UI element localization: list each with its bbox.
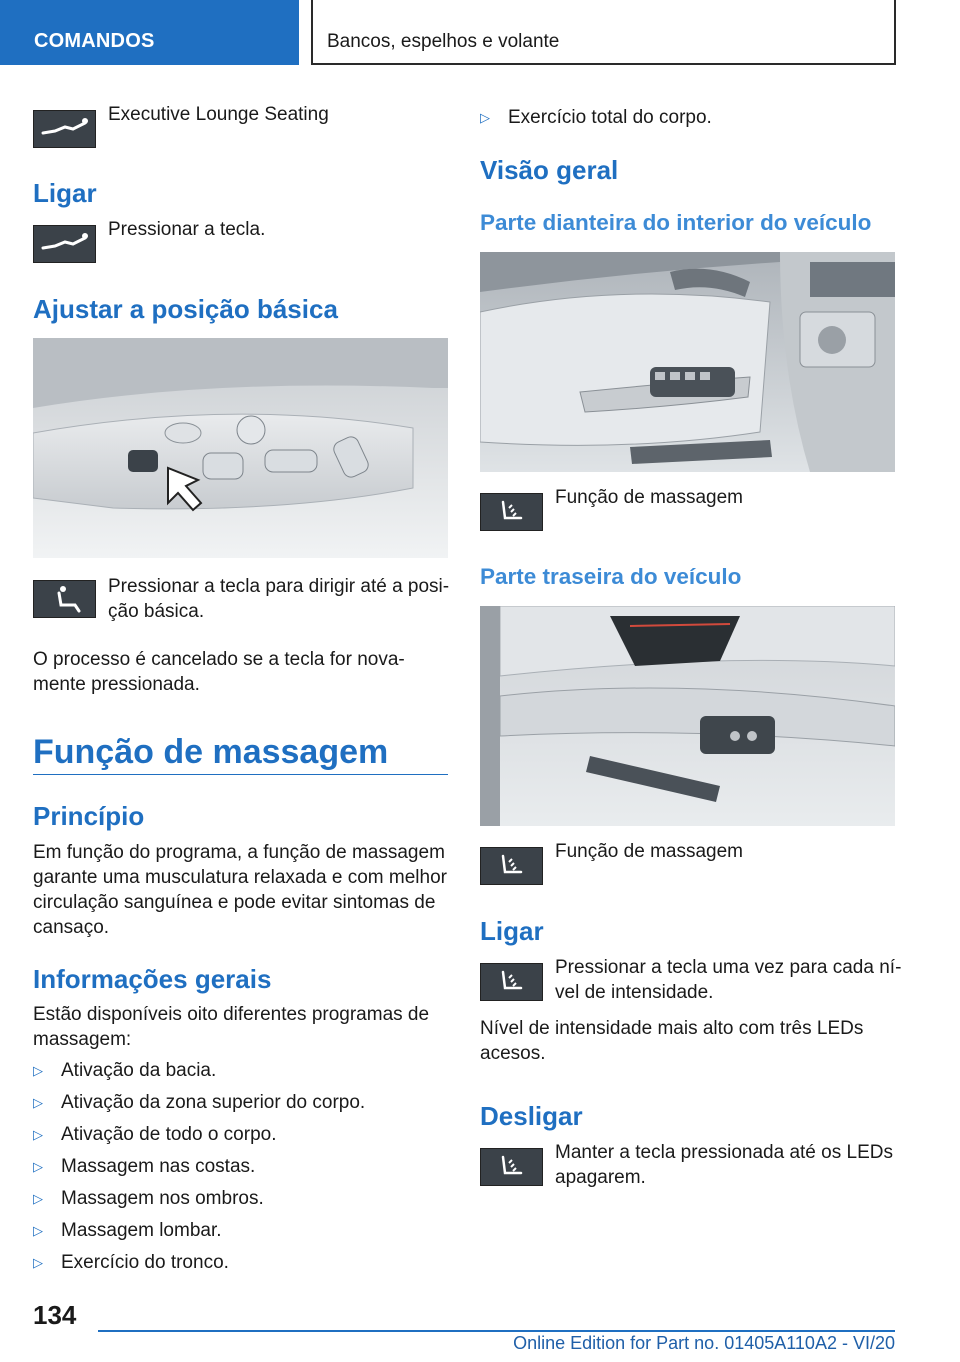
intensity-line-1: Nível de intensidade mais alto com três LEDs	[480, 1018, 864, 1039]
cancel-line-1: O processo é cancelado se a tecla for nova-	[33, 649, 405, 670]
triangle-bullet-icon: ▷	[33, 1223, 43, 1238]
principio-line: garante uma musculatura relaxada e com melhor	[33, 867, 447, 888]
section-title: COMANDOS	[34, 30, 155, 52]
ligar-text-left: Pressionar a tecla.	[108, 219, 266, 240]
list-item: ▷ Ativação da zona superior do corpo.	[33, 1092, 366, 1113]
list-item: ▷ Ativação de todo o corpo.	[33, 1124, 277, 1145]
desligar-line-1: Manter a tecla pressionada até os LEDs	[555, 1142, 893, 1163]
desligar-heading: Desligar	[480, 1101, 583, 1131]
triangle-bullet-icon: ▷	[33, 1255, 43, 1270]
rear-heading: Parte traseira do veículo	[480, 564, 742, 589]
ligar-heading-left: Ligar	[33, 178, 97, 208]
list-item: ▷ Massagem nos ombros.	[33, 1188, 264, 1209]
principio-line: circulação sanguínea e pode evitar sintomas de	[33, 892, 436, 913]
upright-seat-icon	[33, 580, 96, 618]
ajustar-heading: Ajustar a posição básica	[33, 294, 338, 324]
triangle-bullet-icon: ▷	[33, 1191, 43, 1206]
ajustar-text-line-1: Pressionar a tecla para dirigir até a posi-	[108, 576, 450, 597]
list-item: ▷ Exercício total do corpo.	[480, 107, 712, 128]
principio-line: cansaço.	[33, 917, 110, 938]
ligar-heading-right: Ligar	[480, 916, 544, 946]
triangle-bullet-icon: ▷	[33, 1063, 43, 1078]
front-heading: Parte dianteira do interior do veículo	[480, 210, 872, 235]
page-number: 134	[33, 1300, 77, 1330]
exec-lounge-label: Executive Lounge Seating	[108, 104, 329, 125]
triangle-bullet-icon: ▷	[33, 1127, 43, 1142]
ligar-row-right	[480, 957, 902, 1005]
triangle-bullet-icon: ▷	[480, 110, 490, 125]
list-item: ▷ Ativação da bacia.	[33, 1060, 217, 1081]
intensity-paragraph	[480, 1016, 863, 1066]
footer-rule	[98, 1330, 895, 1332]
chapter-title: Bancos, espelhos e volante	[327, 31, 560, 52]
visao-heading: Visão geral	[480, 155, 619, 185]
ligar-right-line-1: Pressionar a tecla uma vez para cada ní-	[555, 957, 902, 978]
list-item: ▷ Exercício do tronco.	[33, 1252, 229, 1273]
ligar-right-line-2: vel de intensidade.	[555, 982, 714, 1003]
massage-seat-icon	[480, 493, 543, 531]
ligar-row-left	[33, 219, 266, 263]
cancel-line-2: mente pressionada.	[33, 674, 200, 695]
desligar-row	[480, 1142, 893, 1190]
massage-heading: Função de massagem	[33, 733, 389, 771]
front-door-photo	[480, 252, 895, 472]
desligar-line-2: apagarem.	[555, 1167, 646, 1188]
front-caption: Função de massagem	[555, 487, 743, 508]
info-heading: Informações gerais	[33, 964, 272, 994]
reclined-seat-icon	[33, 225, 96, 263]
info-line: massagem:	[33, 1029, 132, 1050]
massage-seat-icon	[480, 847, 543, 885]
principio-heading: Princípio	[33, 801, 145, 831]
list-item: ▷ Massagem nas costas.	[33, 1156, 256, 1177]
principio-line: Em função do programa, a função de massagem	[33, 842, 445, 863]
triangle-bullet-icon: ▷	[33, 1095, 43, 1110]
massage-seat-icon	[480, 963, 543, 1001]
section-tab	[0, 0, 299, 65]
chapter-tab	[311, 0, 896, 65]
front-caption-row	[480, 487, 743, 531]
cancel-paragraph	[33, 647, 405, 697]
footer-edition: Online Edition for Part no. 01405A110A2 - VI/20	[513, 1333, 895, 1353]
triangle-bullet-icon: ▷	[33, 1159, 43, 1174]
rear-door-photo	[480, 606, 895, 826]
ajustar-icon-row	[33, 576, 450, 624]
massage-heading-rule	[33, 774, 448, 775]
massage-seat-icon	[480, 1148, 543, 1186]
principio-paragraph	[33, 840, 447, 940]
rear-caption: Função de massagem	[555, 841, 743, 862]
intensity-line-2: acesos.	[480, 1043, 546, 1064]
rear-caption-row	[480, 841, 743, 885]
info-paragraph	[33, 1002, 429, 1052]
info-line: Estão disponíveis oito diferentes programas de	[33, 1004, 430, 1025]
exec-lounge-row	[33, 104, 329, 148]
list-item: ▷ Massagem lombar.	[33, 1220, 222, 1241]
seat-controls-photo	[33, 338, 448, 558]
reclined-seat-icon	[33, 110, 96, 148]
ajustar-text-line-2: ção básica.	[108, 601, 205, 622]
